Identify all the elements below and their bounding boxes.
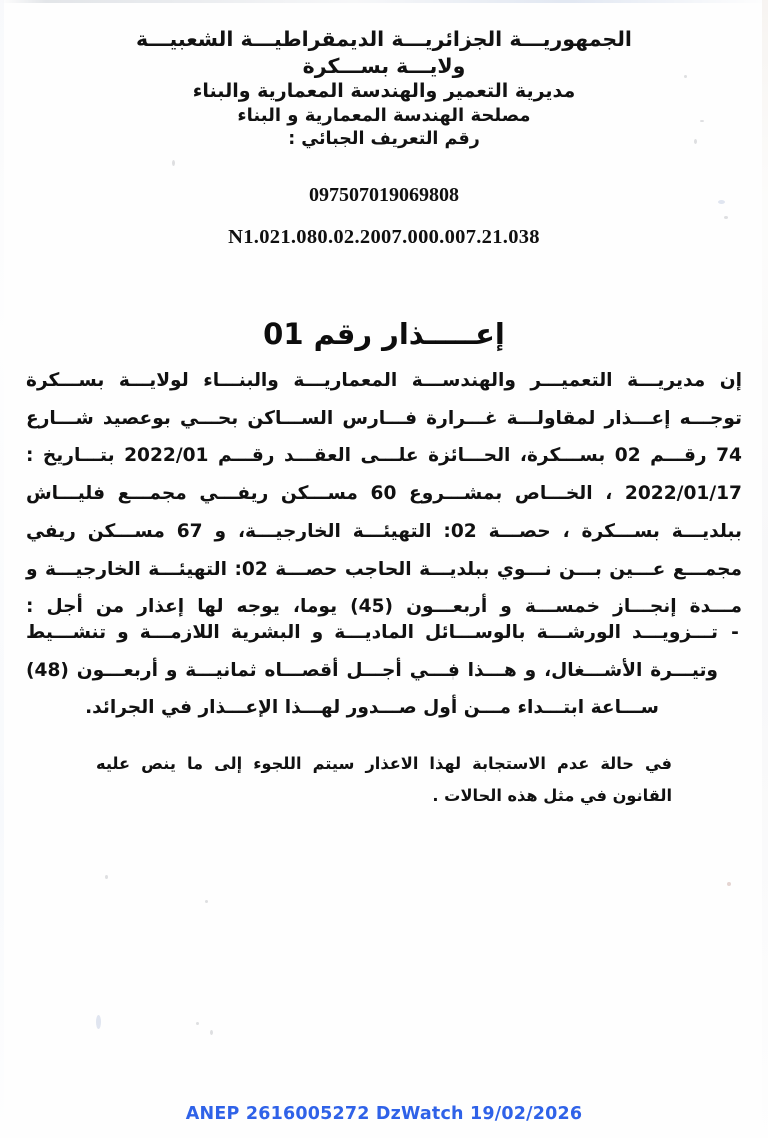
notice-body-paragraph xyxy=(26,362,742,626)
scan-edge-left xyxy=(0,0,4,1138)
letterhead-line-tax-label: رقم التعريف الجبائي : xyxy=(288,129,480,150)
letterhead-line-service: مصلحة الهندسة المعمارية و البناء xyxy=(237,104,531,126)
tax-identification-number: 097507019069808 xyxy=(309,184,459,206)
list-bullet-dash: - xyxy=(731,622,739,643)
scan-speck xyxy=(105,875,108,879)
scan-speck xyxy=(727,882,731,886)
scan-edge-top xyxy=(0,0,768,3)
list-item xyxy=(26,614,742,727)
letterhead xyxy=(0,26,768,151)
anep-footer: ANEP 2616005272 DzWatch 19/02/2026 xyxy=(185,1104,583,1124)
scan-speck xyxy=(724,216,728,219)
closing-text: في حالة عدم الاستجابة لهذا الاعذار سيتم اللجوء إلى ما ينص عليه القانون في مثل هذه الحالات . xyxy=(96,754,672,805)
scan-speck xyxy=(196,1022,199,1025)
scan-edge-right xyxy=(762,0,768,1138)
demand-item-text: تـــزويـــد الورشـــة بالوســـائل الماديـــة و البشرية اللازمـــة و تنشـــيط وتيـــرة الأشـــغال، و هـــذا فـــي أجـــل أقصـــاه ثمانيـــة و أربعـــون (48) ســـاعة ابتـــداء مـــن أول صـــدور لهـــذا الإعـــذار في الجرائد. xyxy=(26,622,718,719)
scan-speck xyxy=(205,900,208,903)
scan-speck xyxy=(172,160,175,166)
scan-speck xyxy=(96,1015,101,1029)
registration-number: N1.021.080.02.2007.000.007.21.038 xyxy=(228,226,540,248)
notice-body-text: إن مديريـــة التعميـــر والهندســـة المعماريـــة والبنـــاء لولايـــة بســـكرة توجـــه إعـــذار لمقاولـــة غـــرارة فـــارس الســـاكن بحـــي بوعصيد شـــارع 74 رقـــم 02 بســـكرة، الحـــائزة علـــى العقـــد رقـــم 2022/01 بتـــاريخ : 2022/01/17 ، الخـــاص بمشـــروع 60 مســـكن ريفـــي مجمـــع فليـــاش ببلديـــة بســـكرة ، حصـــة 02: التهيئـــة الخارجيـــة، و 67 مســـكن ريفي مجمـــع عـــين بـــن نـــوي ببلديـــة الحاجب حصـــة 02: التهيئـــة الخارجيـــة و مـــدة إنجـــاز خمســـة و أربعـــون (45) يوما، يوجه لها إعذار من أجل : xyxy=(25,370,742,618)
letterhead-line-wilaya: ولايـــة بســـكرة xyxy=(302,53,466,78)
scan-speck xyxy=(210,1030,213,1035)
letterhead-line-directorate: مديرية التعمير والهندسة المعمارية والبناء xyxy=(192,80,576,103)
letterhead-line-republic: الجمهوريـــة الجزائريـــة الديمقراطيـــة الشعبيـــة xyxy=(136,27,632,51)
demands-list xyxy=(26,614,742,727)
document-title: إعـــــذار رقم 01 xyxy=(263,317,505,352)
closing-paragraph xyxy=(96,748,672,811)
